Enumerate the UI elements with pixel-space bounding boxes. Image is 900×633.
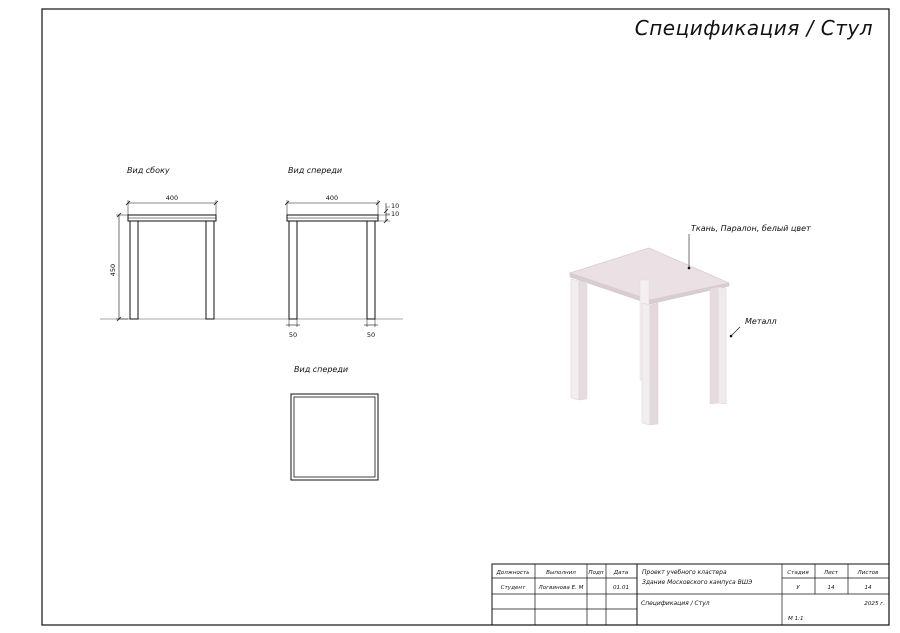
tb-scale: М 1:1	[788, 616, 804, 622]
render-leg-right	[718, 287, 726, 404]
leg-left-dim: 50	[288, 331, 298, 339]
top-view-label: Вид спереди	[294, 365, 349, 374]
tb-header-signature: Подп	[588, 570, 604, 576]
tb-header-stage: Стадия	[787, 570, 809, 576]
seat-thickness-dim-a: 10	[391, 202, 400, 210]
tb-sheet: 14	[827, 585, 835, 591]
front-leg-right	[367, 221, 375, 319]
render-seat	[570, 248, 729, 300]
side-leg-left	[130, 221, 138, 319]
tb-header-position: Должность	[496, 570, 530, 576]
front-leg-left	[289, 221, 297, 319]
front-width-dim: 400	[325, 194, 339, 202]
tb-drawing-name: Спецификация / Стул	[641, 600, 710, 607]
tb-stage: У	[796, 585, 800, 591]
seat-thickness-dim-b: 10	[391, 210, 400, 218]
tb-project-line1: Проект учебного кластера	[642, 569, 727, 576]
tb-header-sheets: Листов	[857, 570, 879, 576]
tb-year: 2025 г.	[864, 601, 885, 607]
callout-metal: Металл	[745, 317, 777, 326]
tb-header-date: Дата	[613, 570, 629, 576]
tb-sheets: 14	[864, 585, 872, 591]
leg-right-dim: 50	[366, 331, 376, 339]
render-leg-front	[642, 303, 650, 425]
sheet-title: Спецификация / Стул	[634, 16, 873, 40]
render-leg-left	[571, 279, 579, 400]
callout-fabric: Ткань, Паралон, белый цвет	[691, 224, 811, 233]
tb-project-line2: Здание Московского кампуса ВШЭ	[642, 579, 753, 586]
front-view-label: Вид спереди	[288, 166, 343, 175]
tb-date: 01.01	[612, 585, 630, 591]
tb-author: Логвинова Е. М	[538, 585, 584, 591]
side-view-label: Вид сбоку	[127, 166, 170, 175]
tb-header-sheet: Лист	[823, 570, 839, 576]
title-block	[492, 564, 889, 625]
front-view	[285, 166, 399, 339]
tb-position: Студент	[500, 585, 526, 591]
side-width-dim: 400	[165, 194, 179, 202]
stool-render	[570, 224, 811, 425]
side-height-dim: 450	[109, 263, 117, 277]
top-view	[291, 365, 378, 480]
top-outer-square	[291, 394, 378, 480]
side-view	[100, 166, 403, 321]
side-leg-right	[206, 221, 214, 319]
tb-header-performed: Выполнил	[546, 570, 576, 576]
